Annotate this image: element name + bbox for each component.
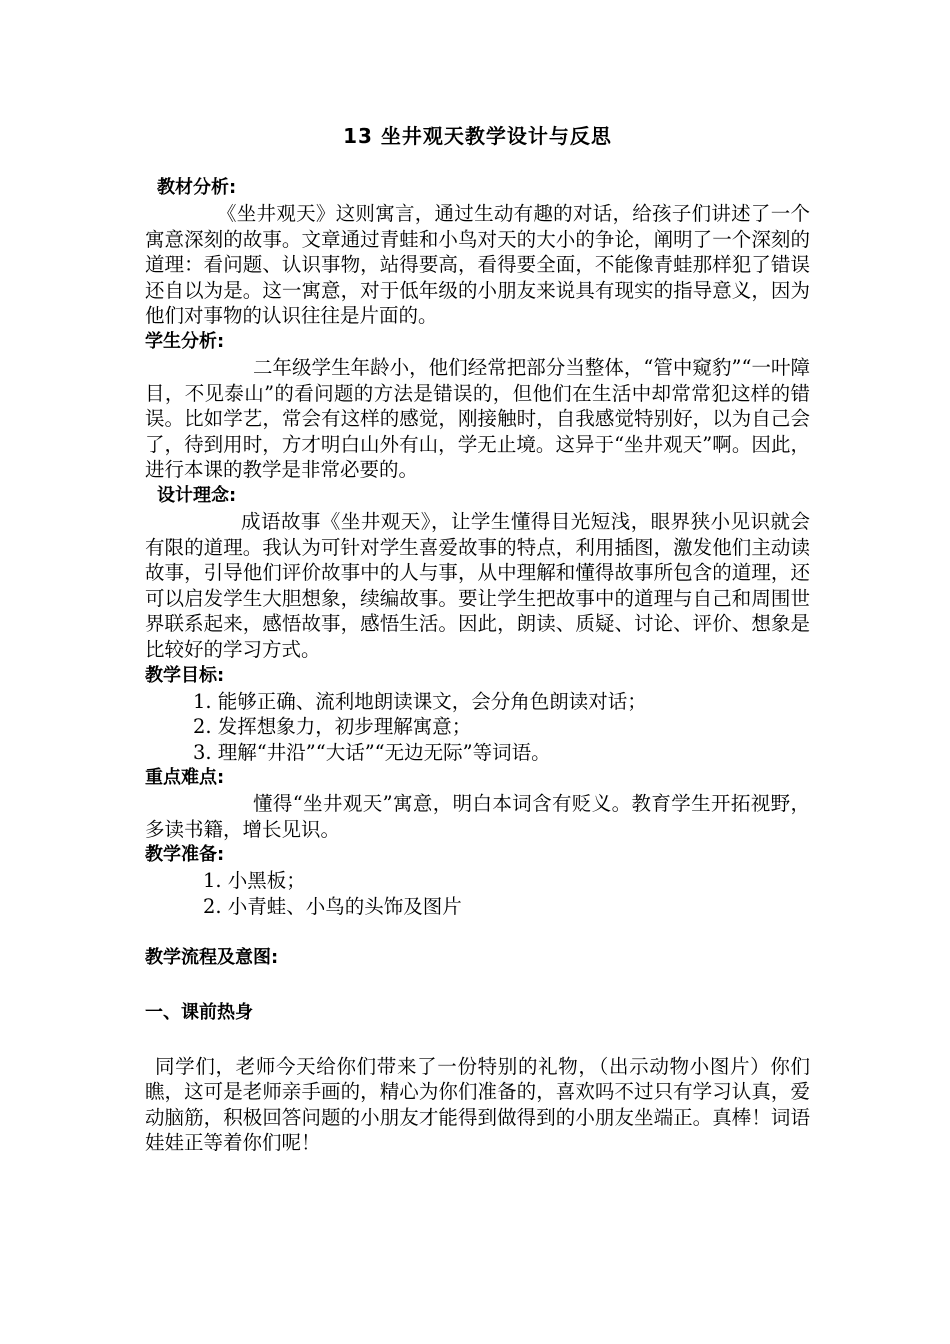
teaching-goals-list (145, 689, 810, 766)
list-item: 2. 小青蛙、小鸟的头饰及图片 (203, 895, 462, 919)
section-heading-design-concept: 设计理念: (157, 484, 237, 506)
section-heading-preparation: 教学准备: (145, 844, 225, 866)
preparation-list (145, 868, 810, 919)
section-body-textbook-analysis: 《坐井观天》这则寓言，通过生动有趣的对话，给孩子们讲述了一个寓意深刻的故事。文章通过青蛙和小鸟对天的大小的争论，阐明了一个深刻的道理：看问题、认识事物，站得要高，看得要全面，不能像青蛙那样犯了错误还自以为是。这一寓意，对于低年级的小朋友来说具有现实的指导意义，因为他们对事物的认识往往是片面的。 (145, 202, 810, 328)
section-body-key-points: 懂得“坐井观天”寓意，明白本词含有贬义。教育学生开拓视野，多读书籍，增长见识。 (145, 792, 810, 841)
list-item: 3. 理解“井沿”“大话”“无边无际”等词语。 (193, 740, 551, 764)
list-item: 1. 能够正确、流利地朗读课文，会分角色朗读对话； (193, 689, 647, 713)
part1-heading: 一、课前热身 (145, 1001, 253, 1023)
section-body-design-concept: 成语故事《坐井观天》，让学生懂得目光短浅，眼界狭小见识就会有限的道理。我认为可针对学生喜爱故事的特点，利用插图，激发他们主动读故事，引导他们评价故事中的人与事，从中理解和懂得故事所包含的道理，还可以启发学生大胆想象，续编故事。要让学生把故事中的道理与自己和周围世界联系起来，感悟故事，感悟生活。因此，朗读、质疑、讨论、评价、想象是比较好的学习方式。 (145, 509, 810, 661)
part1-body: 同学们，老师今天给你们带来了一份特别的礼物，（出示动物小图片）你们瞧，这可是老师亲手画的，精心为你们准备的，喜欢吗不过只有学习认真，爱动脑筋，积极回答问题的小朋友才能得到做得到的小朋友坐端正。真棒！词语娃娃正等着你们呢！ (145, 1054, 810, 1155)
page-title: 13 坐井观天教学设计与反思 (343, 124, 612, 148)
process-heading: 教学流程及意图: (145, 946, 279, 968)
list-item: 1. 小黑板； (203, 869, 306, 893)
section-heading-key-points: 重点难点: (145, 767, 225, 789)
section-body-student-analysis: 二年级学生年龄小，他们经常把部分当整体，“管中窥豹”“一叶障目，不见泰山”的看问题的方法是错误的，但他们在生活中却常常犯这样的错误。比如学艺，常会有这样的感觉，刚接触时，自我感觉特别好，以为自己会了，待到用时，方才明白山外有山，学无止境。这异于“坐井观天”啊。因此，进行本课的教学是非常必要的。 (145, 355, 810, 482)
section-heading-student-analysis: 学生分析: (145, 330, 225, 352)
list-item: 2. 发挥想象力，初步理解寓意； (193, 715, 472, 739)
section-heading-teaching-goals: 教学目标: (145, 664, 225, 686)
document-page (145, 120, 810, 1156)
section-heading-textbook-analysis: 教材分析: (157, 177, 237, 198)
